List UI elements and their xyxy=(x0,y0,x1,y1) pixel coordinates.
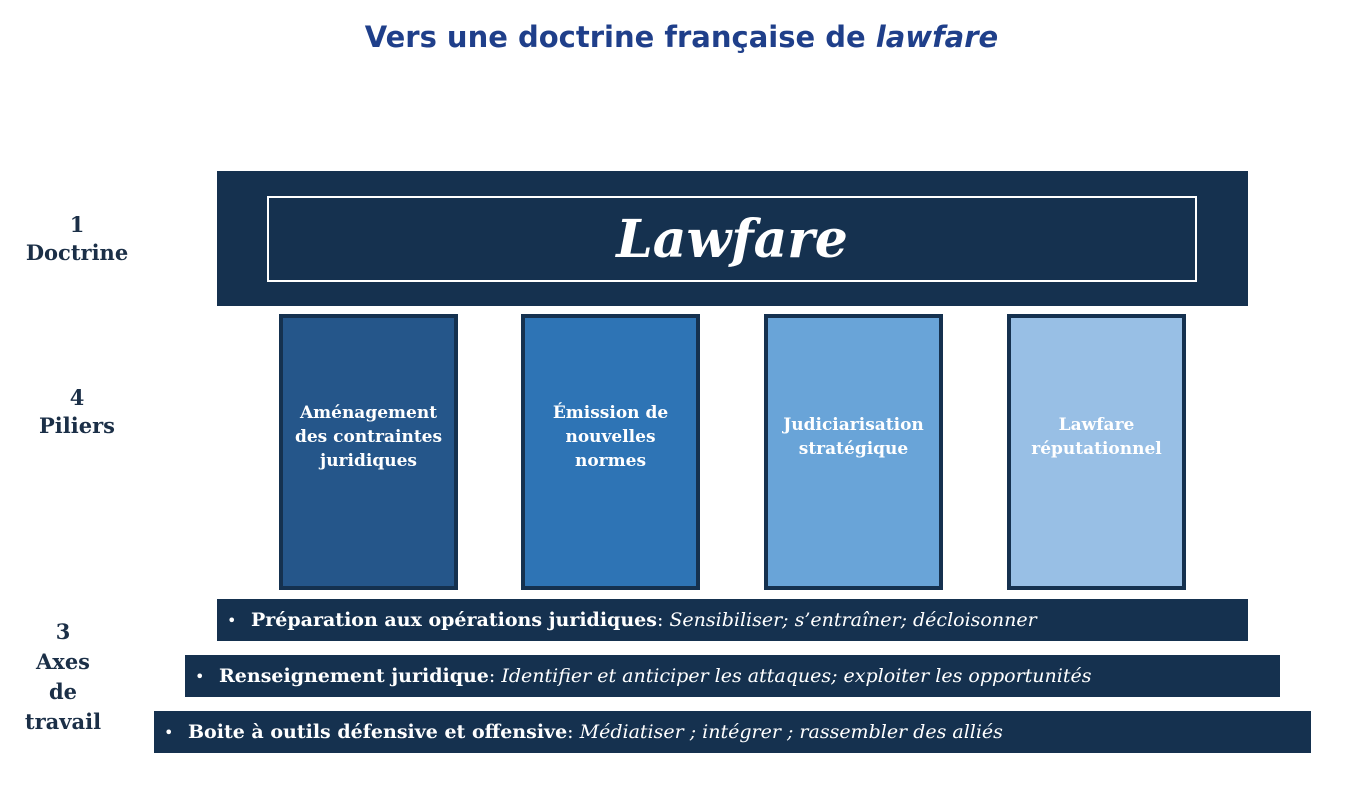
bullet-icon: • xyxy=(164,722,174,742)
pillar-reputationnel-fill xyxy=(1011,318,1182,586)
piliers-label: Piliers xyxy=(39,413,115,438)
pillar-judiciarisation-label: Judiciarisation stratégique xyxy=(783,415,924,459)
axes-line1: Axes xyxy=(36,649,90,674)
pillar-reputationnel-label: Lawfare réputationnel xyxy=(1031,415,1162,459)
row-label-piliers xyxy=(18,384,136,440)
axis-heading: Préparation aux opérations juridiques xyxy=(251,609,657,631)
piliers-number: 4 xyxy=(69,385,85,410)
doctrine-frame xyxy=(267,196,1197,282)
page-title xyxy=(0,20,1363,54)
row-label-doctrine xyxy=(18,211,136,267)
pillar-reputationnel xyxy=(1007,314,1186,590)
pillar-judiciarisation xyxy=(764,314,943,590)
pillar-amenagement xyxy=(279,314,458,590)
axis-detail: Identifier et anticiper les attaques; exploiter les opportunités xyxy=(501,665,1092,687)
doctrine-number: 1 xyxy=(69,212,85,237)
axis-separator: : xyxy=(656,609,670,631)
axis-heading: Renseignement juridique xyxy=(219,665,489,687)
doctrine-label: Doctrine xyxy=(25,240,129,265)
title-main: Vers une doctrine française de xyxy=(364,20,876,54)
axis-separator: : xyxy=(488,665,502,687)
row-label-axes xyxy=(4,617,122,737)
axis-bar-boite-a-outils xyxy=(154,711,1311,753)
axes-line2: de xyxy=(48,679,78,704)
axis-bar-preparation xyxy=(217,599,1248,641)
bullet-icon: • xyxy=(195,666,205,686)
pillar-emission xyxy=(521,314,700,590)
pillar-amenagement-fill xyxy=(283,318,454,586)
axis-detail: Sensibiliser; s’entraîner; décloisonner xyxy=(669,609,1037,631)
axis-heading: Boite à outils défensive et offensive xyxy=(188,721,568,743)
bullet-icon: • xyxy=(227,610,237,630)
axes-line3: travail xyxy=(24,709,102,734)
doctrine-text: Lawfare xyxy=(616,208,848,270)
axis-separator: : xyxy=(567,721,580,743)
title-emphasis: lawfare xyxy=(875,20,999,54)
pillar-amenagement-label: Aménagement des contraintes juridiques xyxy=(294,403,443,471)
axis-bar-renseignement xyxy=(185,655,1280,697)
doctrine-band xyxy=(217,171,1248,306)
axis-detail: Médiatiser ; intégrer ; rassembler des alliés xyxy=(579,721,1003,743)
pillar-judiciarisation-fill xyxy=(768,318,939,586)
pillar-emission-label: Émission de nouvelles normes xyxy=(552,403,669,471)
axes-number: 3 xyxy=(55,619,71,644)
pillar-emission-fill xyxy=(525,318,696,586)
